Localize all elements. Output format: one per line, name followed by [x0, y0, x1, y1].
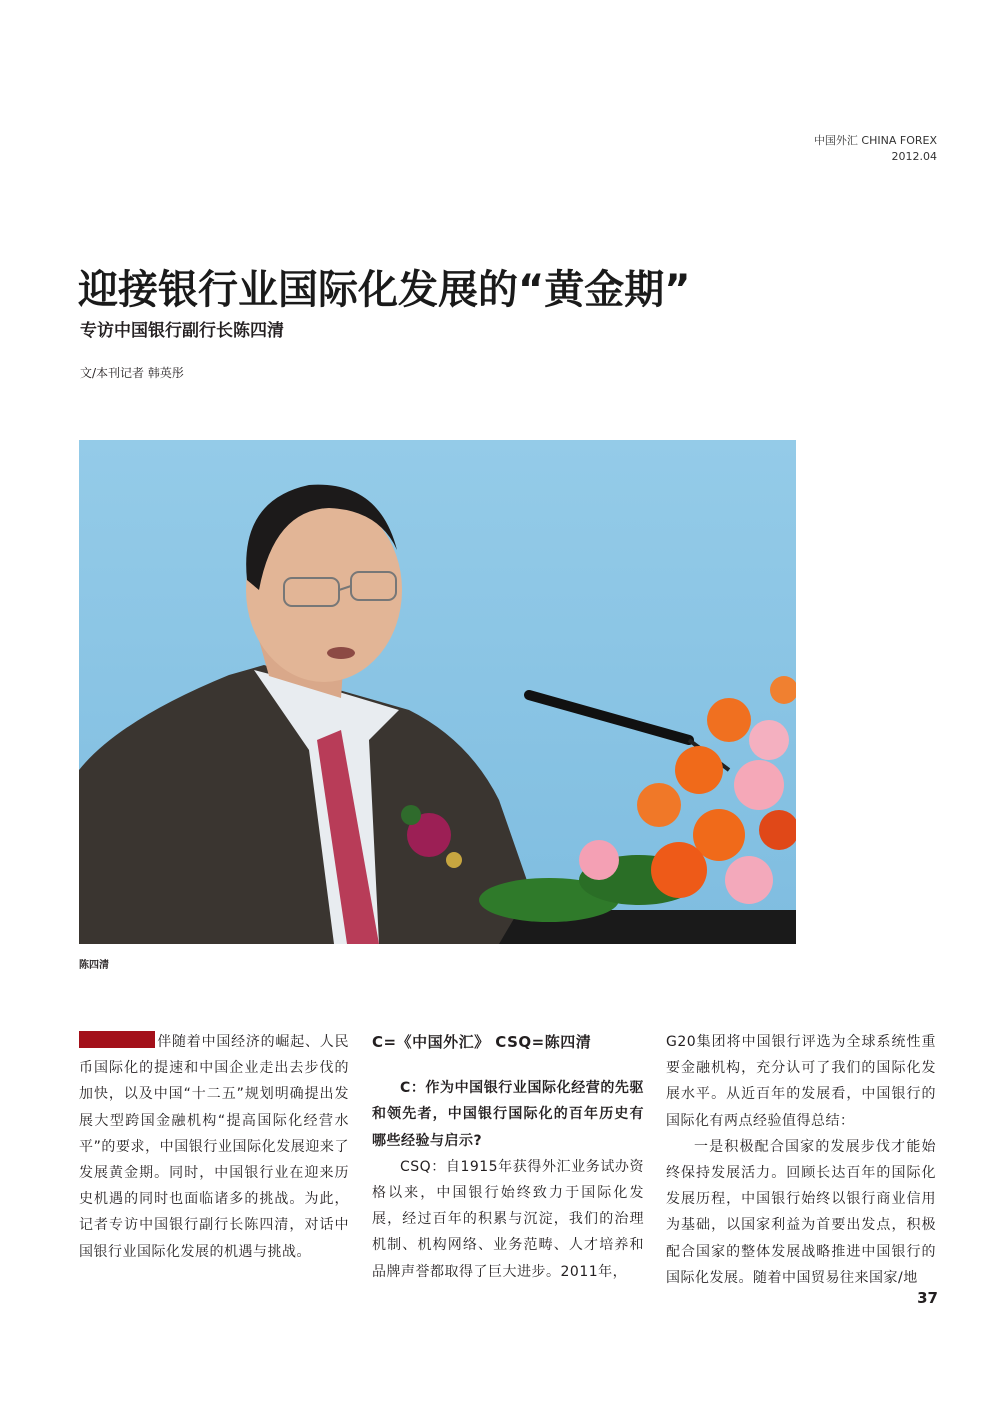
interview-key: C=《中国外汇》 CSQ=陈四清: [372, 1033, 592, 1051]
answer-point-one: 一是积极配合国家的发展步伐才能始终保持发展活力。回顾长达百年的国际化发展历程，中国银行始终以银行商业信用为基础，以国家利益为首要出发点，积极配合国家的整体发展战略推进中国银行的国际化发展。随着中国贸易往来国家/地: [666, 1138, 936, 1286]
issue-date: 2012.04: [891, 150, 937, 163]
accent-bar: [79, 1031, 155, 1048]
running-header: [814, 133, 937, 165]
interview-answer: CSQ：自1915年获得外汇业务试办资格以来，中国银行始终致力于国际化发展，经过百年的积累与沉淀，我们的治理机制、机构网络、业务范畴、人才培养和品牌声誉都取得了巨大进步。2011年，: [372, 1158, 644, 1280]
interview-column-1: [372, 1029, 644, 1285]
page-number: 37: [917, 1289, 938, 1307]
intro-column: [79, 1029, 349, 1265]
magazine-name: 中国外汇 CHINA FOREX: [813, 134, 937, 147]
interview-question: C：作为中国银行业国际化经营的先驱和领先者，中国银行国际化的百年历史有哪些经验与启示?: [372, 1080, 644, 1149]
answer-continued: G20集团将中国银行评选为全球系统性重要金融机构，充分认可了我们的国际化发展水平。从近百年的发展看，中国银行的国际化有两点经验值得总结：: [666, 1034, 936, 1129]
article-subtitle: 专访中国银行副行长陈四清: [80, 321, 284, 341]
portrait-photo: [79, 440, 796, 944]
article-title: 迎接银行业国际化发展的“黄金期”: [78, 267, 691, 313]
interview-column-2: [666, 1029, 936, 1291]
photo-caption: 陈四清: [79, 960, 109, 971]
byline: 文/本刊记者 韩英彤: [80, 366, 184, 380]
intro-text: 伴随着中国经济的崛起、人民币国际化的提速和中国企业走出去步伐的加快，以及中国“十二五”规划明确提出发展大型跨国金融机构“提高国际化经营水平”的要求，中国银行业国际化发展迎来了发展黄金期。同时，中国银行业在迎来历史机遇的同时也面临诸多的挑战。为此，记者专访中国银行副行长陈四清，对话中国银行业国际化发展的机遇与挑战。: [79, 1034, 349, 1260]
